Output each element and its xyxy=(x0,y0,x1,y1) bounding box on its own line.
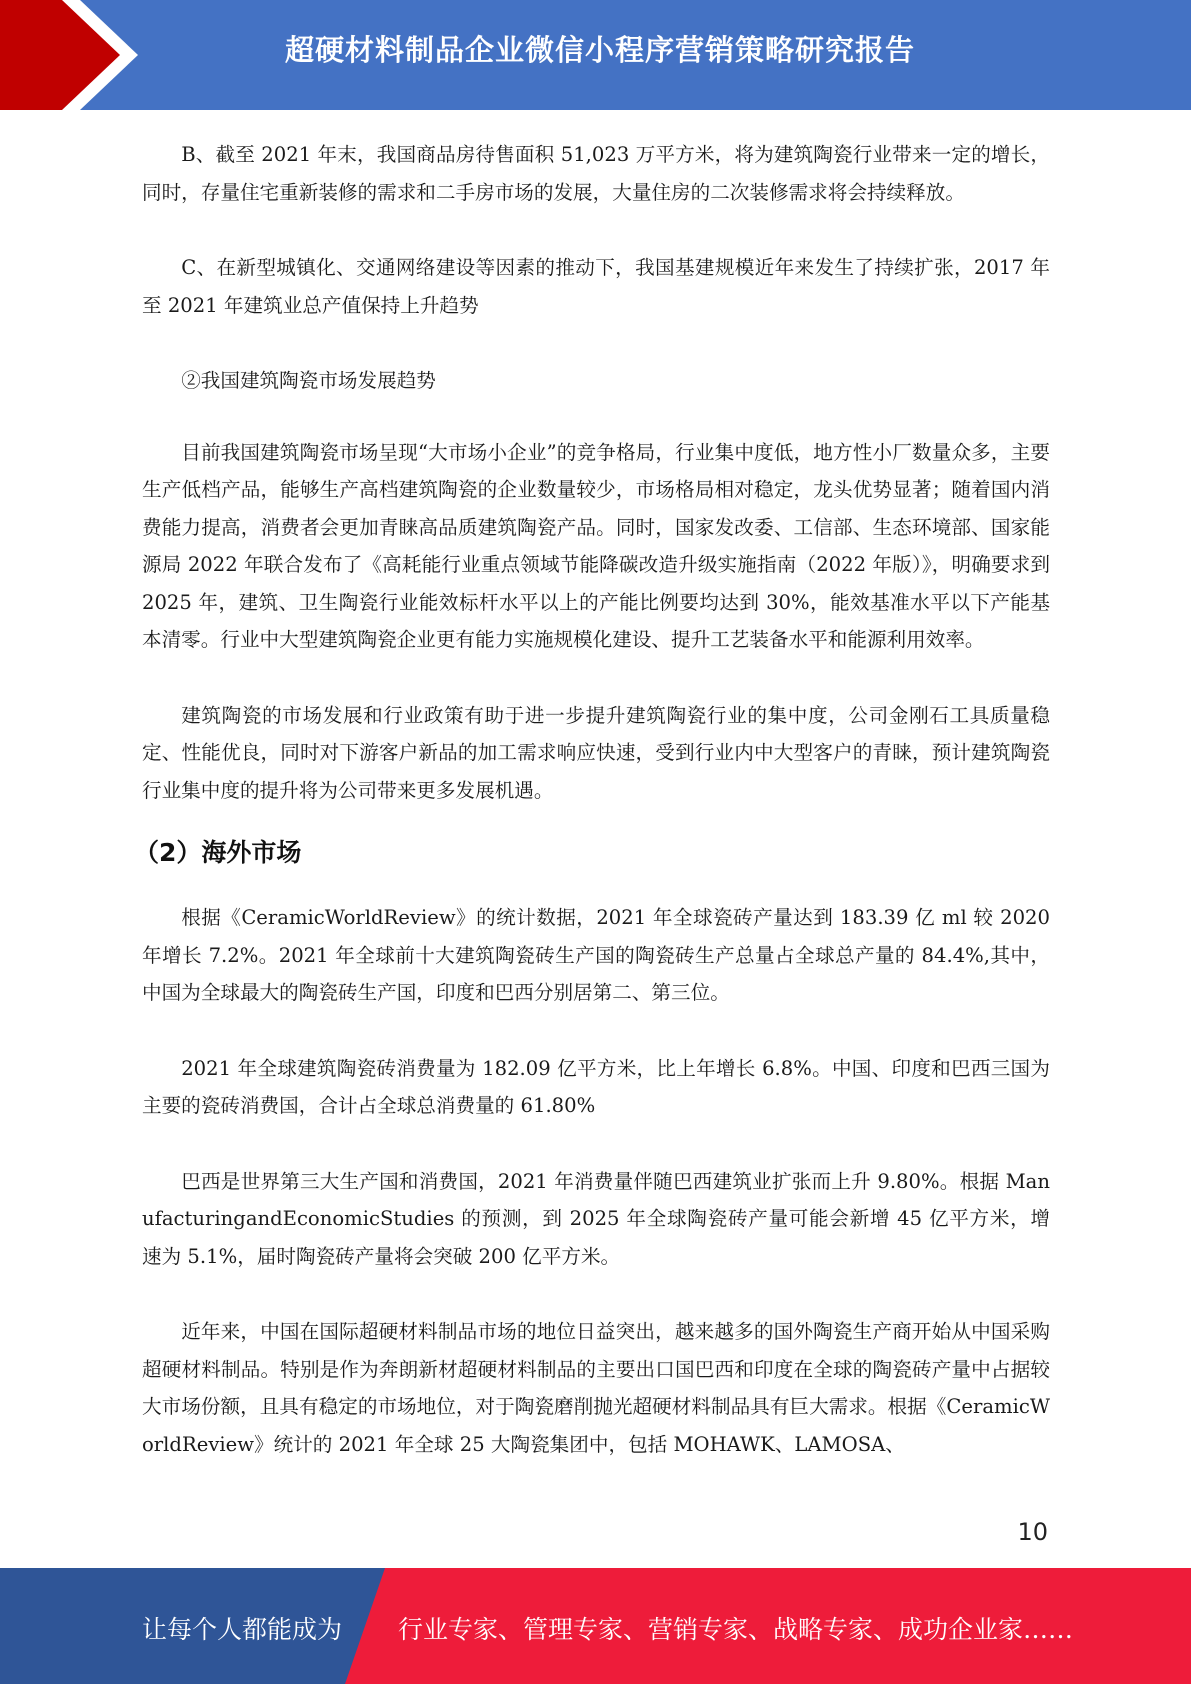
paragraph-global-consumption: 2021 年全球建筑陶瓷砖消费量为 182.09 亿平方米，比上年增长 6.8%。中国、印度和巴西三国为主要的瓷砖消费国，合计占全球总消费量的 61.80% xyxy=(142,1056,1050,1117)
section-heading-overseas-market: （2）海外市场 xyxy=(134,838,302,867)
paragraph-industry-policy: 建筑陶瓷的市场发展和行业政策有助于进一步提升建筑陶瓷行业的集中度，公司金刚石工具质量稳定、性能优良，同时对下游客户新品的加工需求响应快速，受到行业内中大型客户的青睐，预计建筑陶瓷行业集中度的提升将为公司带来更多发展机遇。 xyxy=(142,703,1050,802)
document-body xyxy=(134,136,1050,1501)
header-arrow-decoration xyxy=(0,0,160,110)
subsection-title-domestic-trend: ②我国建筑陶瓷市场发展趋势 xyxy=(181,369,436,392)
report-title: 超硬材料制品企业微信小程序营销策略研究报告 xyxy=(284,33,915,67)
page-header xyxy=(0,0,1191,110)
page-number: 10 xyxy=(1017,1518,1048,1546)
paragraph-global-production: 根据《CeramicWorldReview》的统计数据，2021 年全球瓷砖产量达到 183.39 亿 ml 较 2020 年增长 7.2%。2021 年全球前十大建筑陶瓷砖生产国的陶瓷砖生产总量占全球总产量的 84.4%,其中，中国为全球最大的陶瓷砖生产国，印度和巴西分别居第二、第三位。 xyxy=(142,906,1050,1004)
paragraph-c-infrastructure: C、在新型城镇化、交通网络建设等因素的推动下，我国基建规模近年来发生了持续扩张，2017 年至 2021 年建筑业总产值保持上升趋势 xyxy=(142,256,1050,317)
page-footer xyxy=(0,1568,1191,1684)
paragraph-market-landscape: 目前我国建筑陶瓷市场呈现“大市场小企业”的竞争格局，行业集中度低，地方性小厂数量众多，主要生产低档产品，能够生产高档建筑陶瓷的企业数量较少，市场格局相对稳定，龙头优势显著；随着国内消费能力提高，消费者会更加青睐高品质建筑陶瓷产品。同时，国家发改委、工信部、生态环境部、国家能源局 2022 年联合发布了《高耗能行业重点领域节能降碳改造升级实施指南（2022 年版）》，明确要求到 2025 年，建筑、卫生陶瓷行业能效标杆水平以上的产能比例要均达到 30%，能效基准水平以下产能基本清零。行业中大型建筑陶瓷企业更有能力实施规模化建设、提升工艺装备水平和能源利用效率。 xyxy=(142,440,1050,651)
footer-slogan-right: 行业专家、管理专家、营销专家、战略专家、成功企业家…… xyxy=(398,1615,1074,1644)
paragraph-china-export: 近年来，中国在国际超硬材料制品市场的地位日益突出，越来越多的国外陶瓷生产商开始从中国采购超硬材料制品。特别是作为奔朗新材超硬材料制品的主要出口国巴西和印度在全球的陶瓷砖产量中占据较大市场份额，且具有稳定的市场地位，对于陶瓷磨削抛光超硬材料制品具有巨大需求。根据《CeramicWorldReview》统计的 2021 年全球 25 大陶瓷集团中，包括 MOHAWK、LAMOSA、 xyxy=(142,1320,1050,1456)
paragraph-brazil-forecast: 巴西是世界第三大生产国和消费国，2021 年消费量伴随巴西建筑业扩张而上升 9.80%。根据 ManufacturingandEconomicStudies 的预测，到 2025 年全球陶瓷砖产量可能会新增 45 亿平方米，增速为 5.1%，届时陶瓷砖产量将会突破 200 亿平方米。 xyxy=(142,1169,1050,1268)
paragraph-b-housing-inventory: B、截至 2021 年末，我国商品房待售面积 51,023 万平方米，将为建筑陶瓷行业带来一定的增长，同时，存量住宅重新装修的需求和二手房市场的发展，大量住房的二次装修需求将会持续释放。 xyxy=(142,143,1050,204)
footer-slogan-left: 让每个人都能成为 xyxy=(142,1615,343,1644)
